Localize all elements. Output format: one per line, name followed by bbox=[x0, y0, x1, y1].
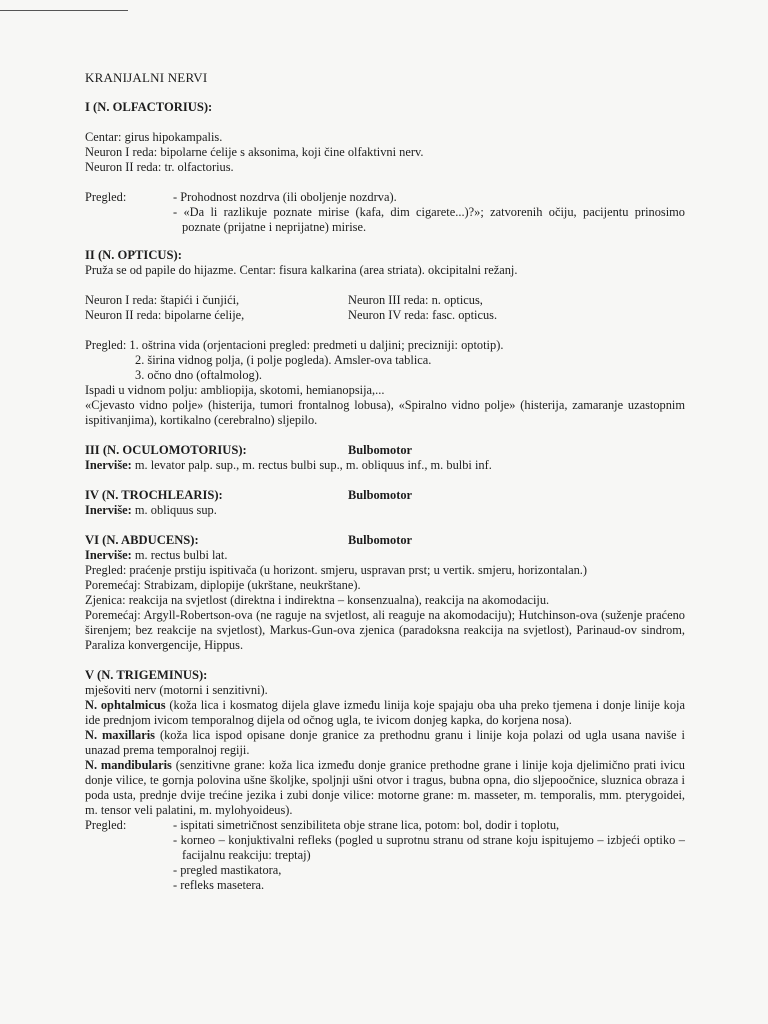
neuron-2: Neuron II reda: bipolarne ćelije, bbox=[85, 308, 245, 322]
trochlearis-type: Bulbomotor bbox=[348, 488, 413, 502]
ophtalmicus-text: (koža lica i kosmatog dijela glave između linija koje spajaju oba uha preko tjemena i donje linije koja ide prednjom ivicom temporalnog dijela od očnog ugla, te ivicom donjeg kapka, do korjena nosa). bbox=[85, 698, 685, 727]
neuron-3: Neuron III reda: n. opticus, bbox=[348, 293, 483, 307]
trochlearis-heading: IV (N. TROCHLEARIS): bbox=[85, 488, 223, 502]
pregled-item: - korneo – konjuktivalni refleks (pogled u suprotnu stranu od strane koju ispitujemo – izbjeći optiko – facijalnu reakciju: treptaj) bbox=[173, 833, 685, 862]
olfactorius-neuron2: Neuron II reda: tr. olfactorius. bbox=[85, 160, 234, 174]
abducens-zjenica: Zjenica: reakcija na svjetlost (direktna i indirektna – konsenzualna), reakcija na akomodaciju. bbox=[85, 593, 550, 607]
pregled-item: - ispitati simetričnost senzibiliteta obje strane lica, potom: bol, dodir i toplotu, bbox=[173, 818, 560, 832]
olfactorius-centar: Centar: girus hipokampalis. bbox=[85, 130, 223, 144]
inervise-label: Inerviše: bbox=[85, 503, 132, 517]
abducens-header bbox=[85, 533, 685, 548]
neuron-row bbox=[85, 293, 685, 308]
trigeminus-maxillaris bbox=[85, 728, 685, 758]
opticus-pregled-2: 2. širina vidnog polja, (i polje pogleda). Amsler-ova tablica. bbox=[135, 353, 432, 367]
abducens-poremecaj-2: Poremećaj: Argyll-Robertson-ova (ne raguje na svjetlost, ali reaguje na akomodaciju); Hutchinson-ova (suženje praćeno širenjem; bez reakcije na svjetlost), Markus-Gun-ova zjenica (paradoksna reakcija na svjetlost), Parinaud-ov sindrom, Paraliza konvergencije, Hippus. bbox=[85, 608, 685, 652]
document-page bbox=[85, 62, 685, 893]
oculomotorius-header bbox=[85, 443, 685, 458]
maxillaris-name: N. maxillaris bbox=[85, 728, 155, 742]
trochlearis-inervise bbox=[85, 503, 685, 518]
neuron-row bbox=[85, 308, 685, 323]
inervise-label: Inerviše: bbox=[85, 548, 132, 562]
neuron-1: Neuron I reda: štapići i čunjići, bbox=[85, 293, 240, 307]
olfactorius-neuron1: Neuron I reda: bipolarne ćelije s aksonima, koji čine olfaktivni nerv. bbox=[85, 145, 424, 159]
top-rule bbox=[0, 10, 128, 11]
inervise-text: m. obliquus sup. bbox=[131, 503, 217, 517]
pregled-item: - refleks masetera. bbox=[173, 878, 265, 892]
trigeminus-mandibularis bbox=[85, 758, 685, 818]
olfactorius-heading: I (N. OLFACTORIUS): bbox=[85, 100, 213, 114]
oculomotorius-inervise bbox=[85, 458, 685, 473]
inervise-label: Inerviše: bbox=[85, 458, 132, 472]
abducens-poremecaj: Poremećaj: Strabizam, diplopije (ukrštane, neukrštane). bbox=[85, 578, 361, 592]
abducens-type: Bulbomotor bbox=[348, 533, 413, 547]
oculomotorius-type: Bulbomotor bbox=[348, 443, 413, 457]
abducens-pregled: Pregled: praćenje prstiju ispitivača (u horizont. smjeru, uspravan prst; u vertik. smjeru, horizontalan.) bbox=[85, 563, 588, 577]
trigeminus-mjesoviti: mješoviti nerv (motorni i senzitivni). bbox=[85, 683, 268, 697]
opticus-cjevasto: «Cjevasto vidno polje» (histerija, tumori frontalnog lobusa), «Spiralno vidno polje» (histerija, zamaranje uzastopnim ispitivanjima), kortikalno (cerebralno) sljepilo. bbox=[85, 398, 685, 427]
neuron-4: Neuron IV reda: fasc. opticus. bbox=[348, 308, 498, 322]
maxillaris-text: (koža lica ispod opisane donje granice za prethodnu granu i linije koja polazi od ugla usana naviše i unazad prema temporalnoj regiji. bbox=[85, 728, 685, 757]
trochlearis-header bbox=[85, 488, 685, 503]
ophtalmicus-name: N. ophtalmicus bbox=[85, 698, 166, 712]
mandibularis-text: (senzitivne grane: koža lica između donje granice prethodne grane i linije koja djelimično prati ivicu donje vilice, te gornja polovina ušne školjke, spoljnji ušni otvor i tragus, bubna opna, dio sljepoočnice, sluznica obraza i poda usta, prednje dvije trećine jezika i zubi donje vilice: motorne grane: m. masseter, m. temporalis, mm. pterygoidei, m. tensor veli palatini, m. mylohyoideus). bbox=[85, 758, 685, 817]
pregled-item: - «Da li razlikuje poznate mirise (kafa, dim cigarete...)?»; zatvorenih očiju, pacijentu prinosimo poznate (prijatne i neprijatne) mirise. bbox=[173, 205, 685, 234]
opticus-heading: II (N. OPTICUS): bbox=[85, 248, 182, 262]
inervise-text: m. levator palp. sup., m. rectus bulbi sup., m. obliquus inf., m. bulbi inf. bbox=[131, 458, 492, 472]
inervise-text: m. rectus bulbi lat. bbox=[131, 548, 228, 562]
mandibularis-name: N. mandibularis bbox=[85, 758, 172, 772]
pregled-label: Pregled: bbox=[85, 190, 127, 204]
pregled-item: - pregled mastikatora, bbox=[173, 863, 282, 877]
pregled-item: - Prohodnost nozdrva (ili oboljenje nozdrva). bbox=[173, 190, 397, 204]
abducens-inervise bbox=[85, 548, 685, 563]
opticus-pregled-1: Pregled: 1. oštrina vida (orjentacioni pregled: predmeti u daljini; precizniji: optotip). bbox=[85, 338, 504, 352]
oculomotorius-heading: III (N. OCULOMOTORIUS): bbox=[85, 443, 247, 457]
opticus-ispadi: Ispadi u vidnom polju: ambliopija, skotomi, hemianopsija,... bbox=[85, 383, 385, 397]
document-title: KRANIJALNI NERVI bbox=[85, 70, 208, 85]
opticus-intro: Pruža se od papile do hijazme. Centar: fisura kalkarina (area striata). okcipitalni režanj. bbox=[85, 263, 518, 277]
olfactorius-pregled bbox=[85, 190, 685, 235]
pregled-label: Pregled: bbox=[85, 818, 127, 832]
trigeminus-heading: V (N. TRIGEMINUS): bbox=[85, 668, 208, 682]
trigeminus-ophtalmicus bbox=[85, 698, 685, 728]
opticus-pregled-3: 3. očno dno (oftalmolog). bbox=[135, 368, 262, 382]
abducens-heading: VI (N. ABDUCENS): bbox=[85, 533, 199, 547]
trigeminus-pregled bbox=[85, 818, 685, 893]
